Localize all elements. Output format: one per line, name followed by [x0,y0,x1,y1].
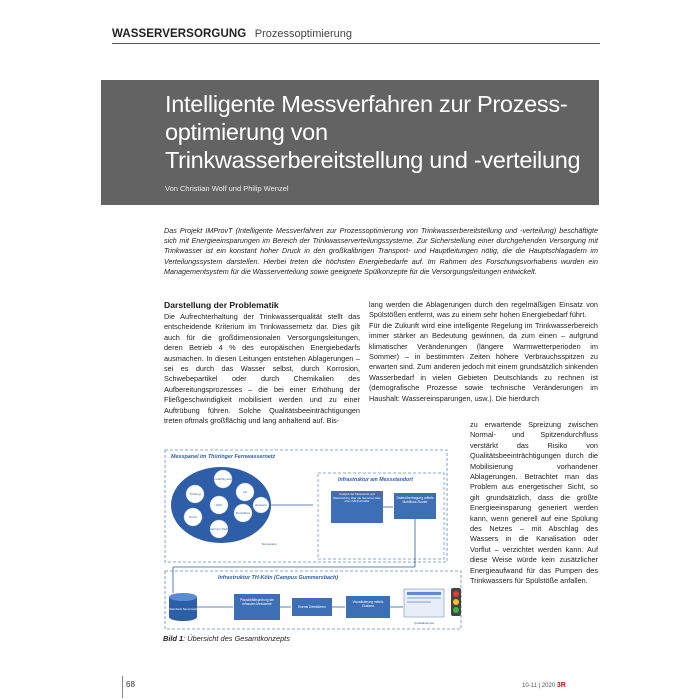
db-label: Datenbank Serverwelte [168,607,198,611]
journal-logo: 3R [556,682,566,689]
param-label: pH [243,490,247,494]
concept-diagram [163,447,465,631]
article-title: Intelligente Messverfahren zur Prozess-optimierung von Trinkwasserbereitstellung und -verteilung [165,91,581,173]
header-subsection: Prozessoptimierung [254,28,352,40]
text-column-3: zu erwartende Spreizung zwischen Normal- und Spitzendurchfluss verstärkt das Risiko von Qualitätsbeeinträchtigungen durch die Mobilisierung vorhandener Ablagerungen. Betrachtet man das Problem aus energetischer Sicht, so gilt grundsätzlich, dass die größte Energieeinsparung generiert werden kann, wenn generell auf eine Spülung des Netzes – mit Abschlag des Wassers in die Kanalisation oder Vorflut – verzichtet werden kann. Auf diese Weise würde kein zusätzlicher Energieaufwand für das Pumpen des Trinkwassers für Spülstöße anfallen. [470,420,598,586]
section-heading: Darstellung der Problematik [164,300,279,310]
visual-box-text: Visualisierung mittels Grafana [352,600,384,609]
param-label: Durchfluss [235,511,251,515]
database-icon-top [169,593,197,601]
screen-bar [407,592,441,595]
param-label: Leitfähig-keit [214,477,232,481]
footer-issue [522,682,566,689]
analysis-box-text: Analyse der Messwerte und Weiterleitung über die Sensoren über einen Minicontroller [333,493,381,504]
param-label: Zeitwerte [254,503,268,507]
param-label: DOC [215,503,223,507]
footer-divider [122,676,123,698]
concept-figure [163,447,465,631]
traffic-light-red [453,591,459,597]
running-header [112,24,600,44]
caption-text: : Übersicht des Gesamtkonzepts [183,634,290,643]
text-column-1 [164,300,360,426]
caption-label: Bild 1 [163,634,184,643]
transfer-box-text: Datenübertragung mittels Mobilfunk-Router [396,496,434,505]
paragraph: Die Aufrechterhaltung der Trinkwasserqualität stellt das entscheidende Kriterium im Trinkwassernetz dar. Dies gilt auch für die großdimensionalen Versorgungsleitungen, deren Betrieb 4 % des europäischen Energiebedarfs ausmachen. In diesen Leitungen entstehen Ablagerungen – sei es durch das Wasser selbst, durch Korrosion, Schwebepartikel oder durch Chemikalien des Aufbereitungsprozesses – die bei einer Erhöhung der Fließgeschwindigkeit mobilisiert werden und zu einer Auftrübung führen. Solche Qualitätsbeeinträchtigungen treten oftmals großflächig und lang anhaltend auf. Bis- [164,312,360,426]
article-authors: Von Christian Wolf und Philip Wenzel [165,184,289,193]
article-intro: Das Projekt IMProvT (Intelligente Messverfahren zur Prozessoptimierung von Trinkwasserbereitstellung und -verteilung) beschäftigte sich mit Energieeinsparungen im Bereich der Trinkwasserverteilungssysteme. Zur Sicherstellung einer durchgehenden Versorgung mit Trinkwasser ist ein konstant hoher Druck in den großkalibrigen Transport- und Hauptleitungen nötig, die die Hauptschlagadern im Verteilungssystem darstellen. Hierbei treten die höchsten Energiebedarfe auf. Im Rahmen des Forschungsvorhabens wurden ein Managementsystem für die Wasserverteilung sowie geeignete Spülkonzepte für die Versorgungsleitungen entwickelt. [164,226,598,276]
param-label: Druck [189,515,197,519]
screen-bar [407,597,441,599]
param-label: Anzahl der Partikel [206,527,232,531]
screen-bar [407,601,431,603]
check-box-text: Plausibilitätsprüfung der erfassten Messwerte [239,598,275,607]
paragraph: Für die Zukunft wird eine intelligente Regelung im Trinkwasserbereich immer stärker an Bedeutung gewinnen, da zum einen – aufgrund klimatischer Veränderungen (längere Warmwetterperioden im Sommer) – in bestimmten Zeiten höhere Verbrauchsspitzen zu erwarten sind. Zum anderen jedoch mit einem grundsätzlich sinkenden Wasserbedarf in vielen Gebieten Deutschlands zu rechnen ist (demografische Prozesse sowie technische Veränderungen im Haushalt: Wassereinsparungen, usw.). Die hierdurch [369,320,598,403]
title-banner [101,80,599,205]
figure-title-top: Messpanel im Thüringer Fernwassernetz [171,454,276,460]
issue-number: 10-11 | 2020 [522,683,556,689]
header-section: WASSERVERSORGUNG [112,28,247,40]
events-box-text: Events Detektieren [298,605,326,609]
screen-label: Qualitätsampel [413,621,435,625]
figure-title-mid: Infrastruktur am Messstandort [338,477,413,483]
page-number: 68 [126,680,135,689]
figure-caption [163,634,290,643]
param-label: Trübung [189,492,201,496]
traffic-light-yellow [453,599,459,605]
traffic-light-green [453,607,459,613]
paragraph: lang werden die Ablagerungen durch den regelmäßigen Einsatz von Spülstößen entfernt, was zu einem sehr hohen Energiebedarf führt. [369,300,598,320]
param-label: Temperatur [261,542,277,546]
figure-title-bottom: Infrastruktur TH-Köln (Campus Gummersbach) [218,575,339,581]
text-column-2 [369,300,598,404]
